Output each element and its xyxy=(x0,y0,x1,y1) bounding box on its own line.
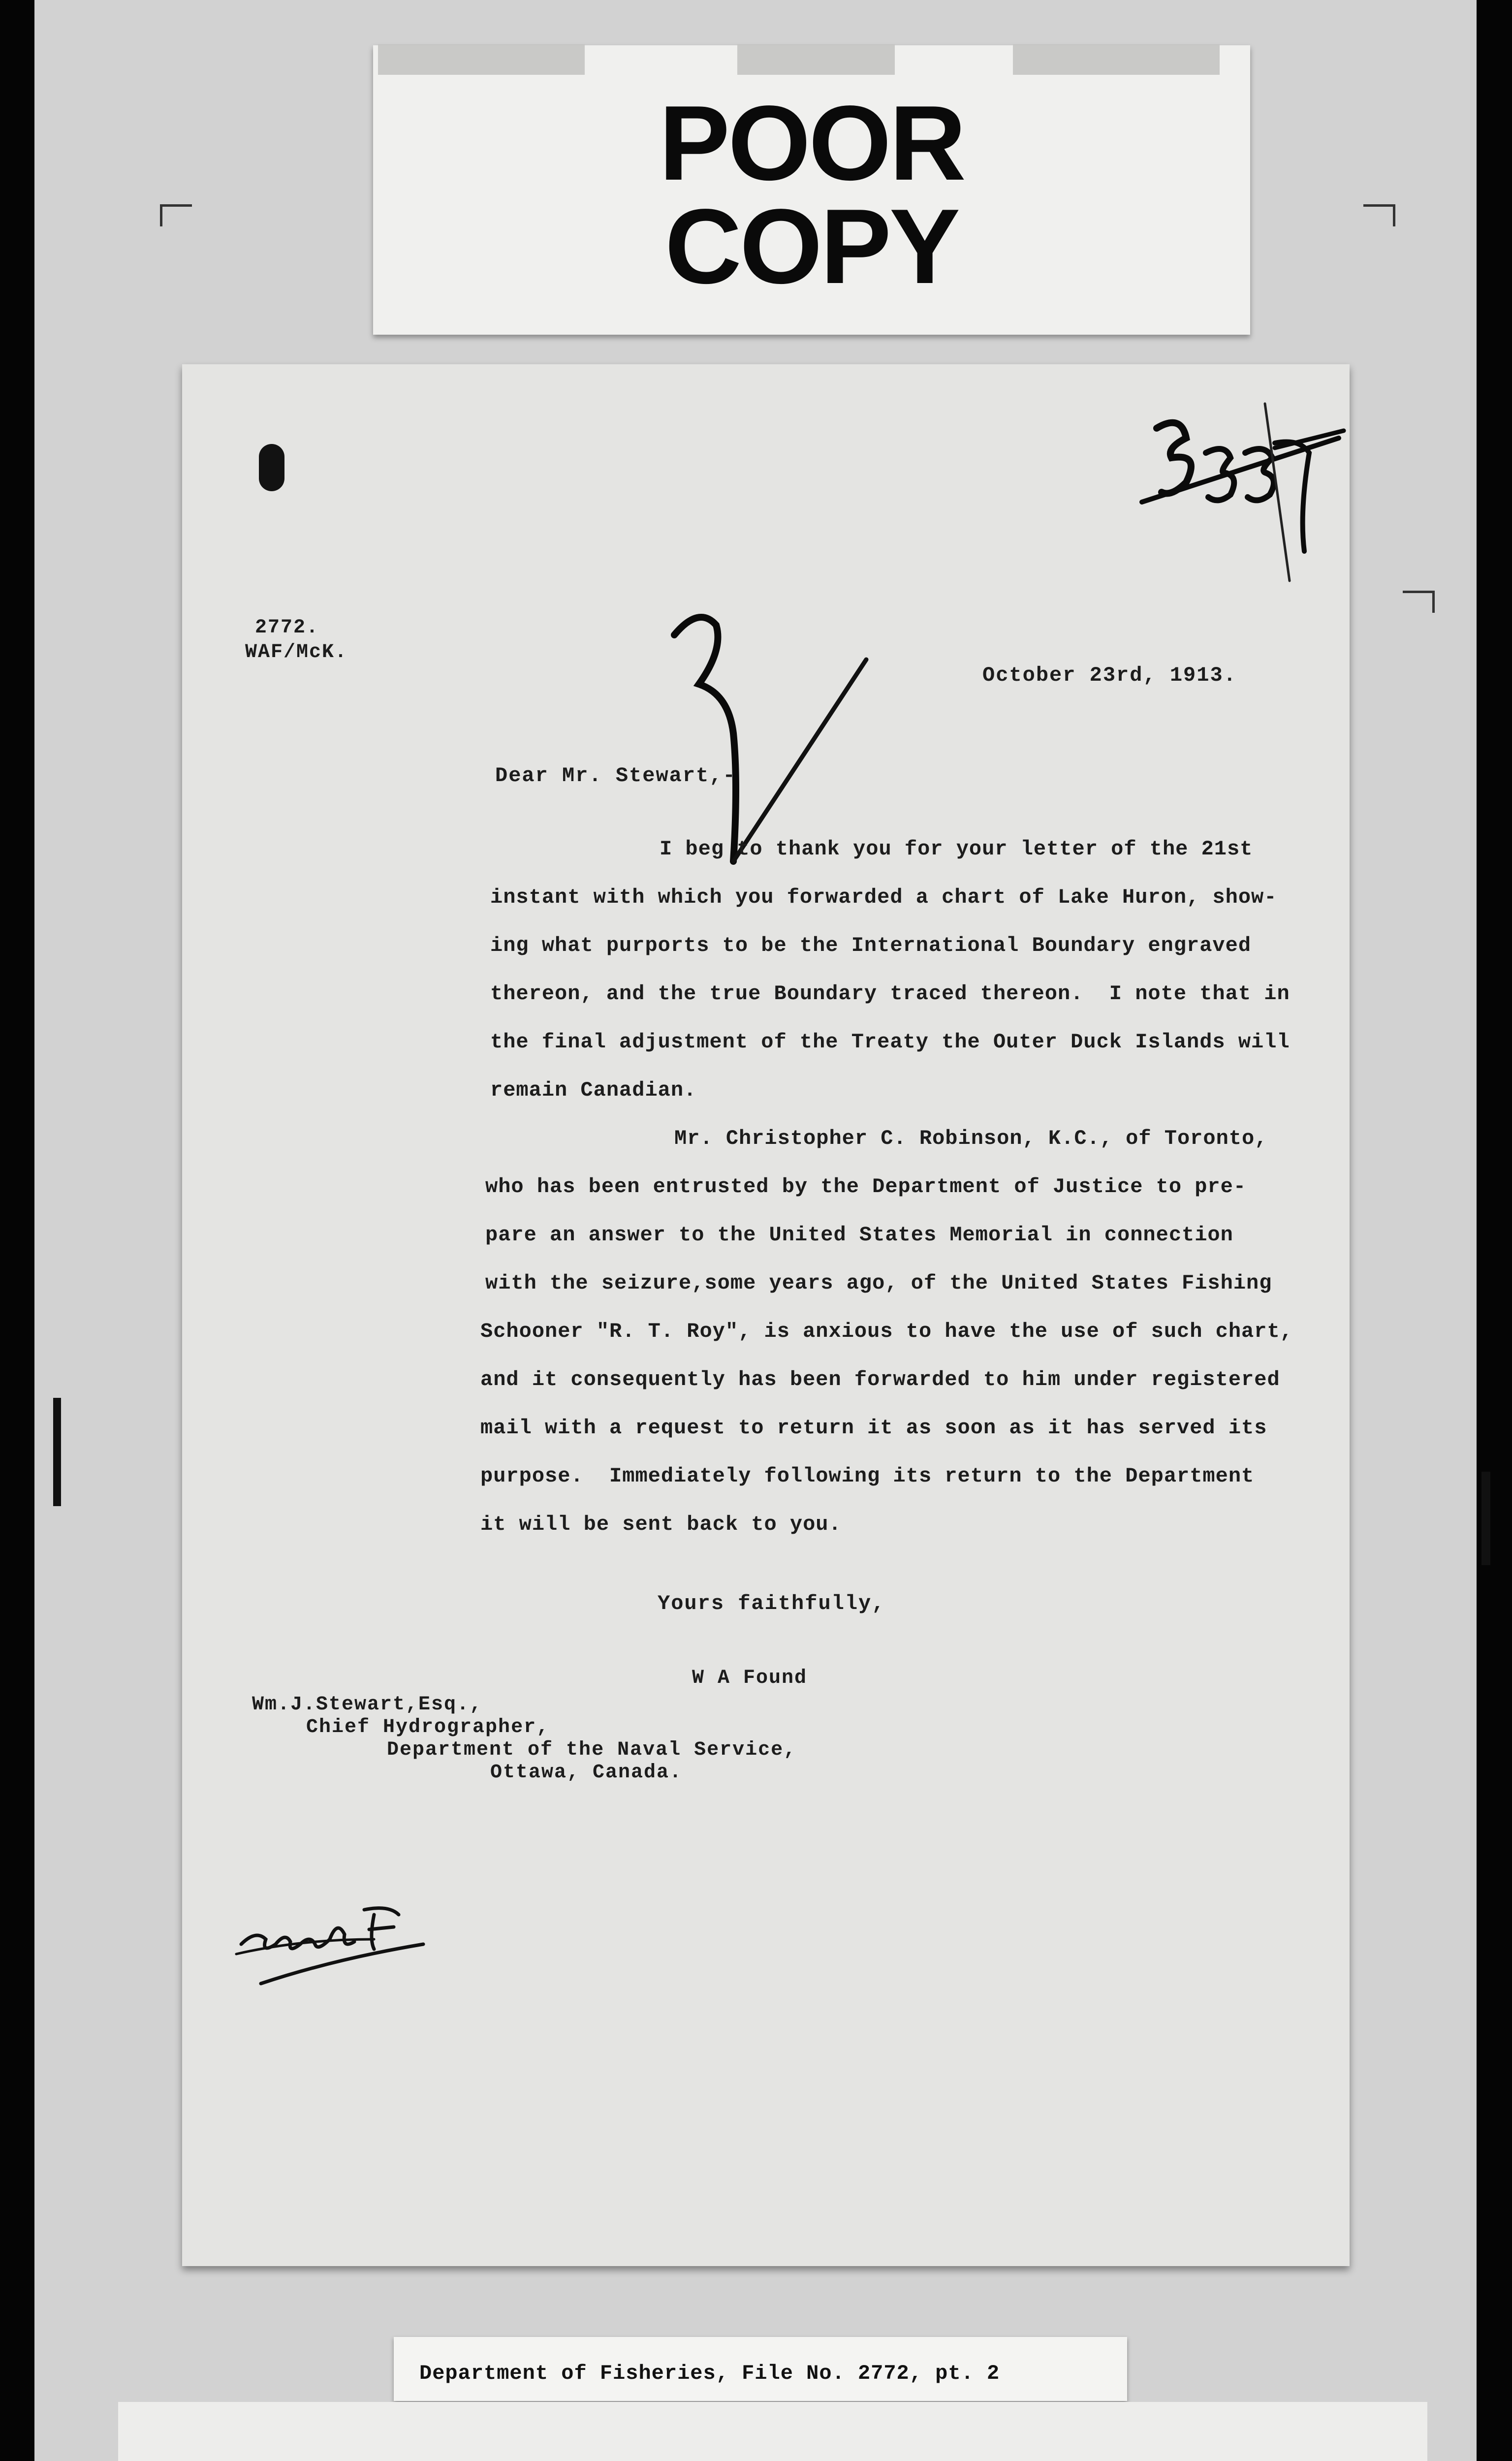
body-line: ing what purports to be the International Boundary engraved xyxy=(490,934,1252,957)
registration-mark xyxy=(1363,204,1395,226)
body-line: Schooner "R. T. Roy", is anxious to have the use of such chart, xyxy=(480,1320,1293,1343)
poor-label: POOR xyxy=(659,83,965,202)
body-line: Mr. Christopher C. Robinson, K.C., of Toronto, xyxy=(674,1127,1268,1150)
initials-reference: WAF/McK. xyxy=(245,641,348,663)
poor-copy-card xyxy=(373,45,1250,335)
address-line: Chief Hydrographer, xyxy=(306,1716,550,1738)
body-line: pare an answer to the United States Memorial in connection xyxy=(485,1223,1233,1247)
registration-mark xyxy=(1403,591,1435,613)
address-line: Ottawa, Canada. xyxy=(490,1762,683,1784)
body-line: and it consequently has been forwarded to him under registered xyxy=(480,1368,1280,1391)
frame-edge-mark-right xyxy=(1481,1472,1490,1565)
body-line: with the seizure,some years ago, of the United States Fishing xyxy=(485,1271,1272,1295)
signature-name: W A Found xyxy=(692,1667,808,1689)
handwritten-initials xyxy=(226,1885,453,2013)
closing: Yours faithfully, xyxy=(658,1592,885,1615)
handwritten-stamp-number xyxy=(1127,384,1373,610)
copy-label: COPY xyxy=(664,187,959,306)
address-line: Department of the Naval Service, xyxy=(387,1739,797,1761)
frame-edge-mark-left xyxy=(53,1398,61,1506)
tape-strip xyxy=(737,44,895,75)
body-line: I beg to thank you for your letter of the 21st xyxy=(660,837,1253,861)
registration-mark xyxy=(160,204,192,226)
body-line: remain Canadian. xyxy=(490,1078,697,1102)
punch-hole xyxy=(259,444,284,491)
body-line: purpose. Immediately following its return to the Department xyxy=(480,1464,1255,1488)
address-line: Wm.J.Stewart,Esq., xyxy=(252,1694,483,1716)
body-line: the final adjustment of the Treaty the Outer Duck Islands will xyxy=(490,1030,1290,1054)
file-label-strip xyxy=(394,2337,1127,2401)
salutation: Dear Mr. Stewart,- xyxy=(495,764,736,788)
file-reference: 2772. xyxy=(255,617,319,639)
archives-card xyxy=(118,2402,1427,2461)
body-line: who has been entrusted by the Department of Justice to pre- xyxy=(485,1175,1247,1199)
file-label: Department of Fisheries, File No. 2772, pt. 2 xyxy=(419,2362,1000,2385)
tape-strip xyxy=(378,44,585,75)
body-line: it will be sent back to you. xyxy=(480,1513,842,1536)
tape-strip xyxy=(1013,44,1220,75)
body-line: thereon, and the true Boundary traced thereon. I note that in xyxy=(490,982,1290,1006)
body-line: mail with a request to return it as soon as it has served its xyxy=(480,1416,1267,1440)
letter-page xyxy=(182,364,1350,2266)
body-line: instant with which you forwarded a chart of Lake Huron, show- xyxy=(490,885,1277,909)
letter-date: October 23rd, 1913. xyxy=(982,663,1237,687)
